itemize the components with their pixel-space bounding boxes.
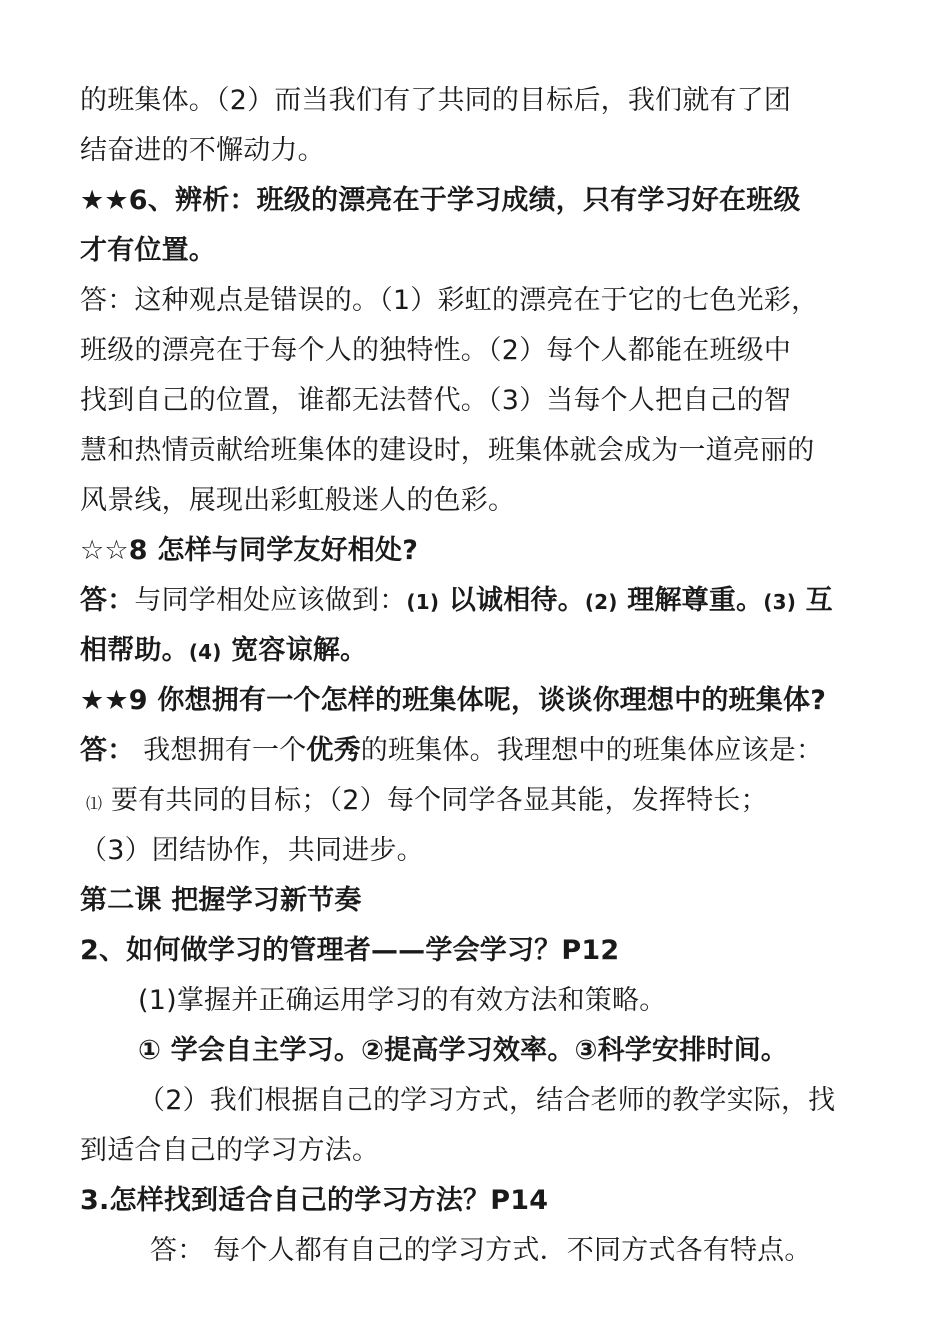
question-2-answer: ① 学会自主学习。②提高学习效率。③科学安排时间。 xyxy=(138,1035,788,1066)
question-6-answer: 找到自己的位置，谁都无法替代。（3）当每个人把自己的智 xyxy=(80,385,792,416)
lesson-heading: 第二课 把握学习新节奏 xyxy=(80,885,362,916)
answer-point: 以诚相待。 xyxy=(439,585,585,616)
answer-text: 与同学相处应该做到： xyxy=(134,585,407,616)
answer-text: 要有共同的目标；（2）每个同学各显其能，发挥特长； xyxy=(102,785,768,816)
answer-point: 理解尊重。 xyxy=(617,585,764,616)
question-6-answer: 班级的漂亮在于每个人的独特性。（2）每个人都能在班级中 xyxy=(80,335,792,366)
answer-point: 宽容谅解。 xyxy=(221,635,368,666)
question-6-answer: 答：这种观点是错误的。（1）彩虹的漂亮在于它的七色光彩， xyxy=(80,285,819,316)
list-number: (4) xyxy=(188,640,222,664)
list-number: ⑴ xyxy=(86,794,103,813)
paragraph-line: 的班集体。（2）而当我们有了共同的目标后，我们就有了团 xyxy=(80,85,792,116)
question-9-title: ★★9 你想拥有一个怎样的班集体呢，谈谈你理想中的班集体? xyxy=(80,685,827,716)
list-number: (2) xyxy=(584,590,618,614)
question-8-answer xyxy=(80,576,833,626)
question-2-answer: 到适合自己的学习方法。 xyxy=(80,1135,380,1166)
question-9-answer-cont xyxy=(86,776,768,826)
paragraph-line: 结奋进的不懈动力。 xyxy=(80,135,325,166)
question-8-answer-cont xyxy=(80,626,367,676)
list-number: (3) xyxy=(763,590,797,614)
answer-emphasis: 优秀 xyxy=(306,735,361,766)
question-6-answer: 风景线，展现出彩虹般迷人的色彩。 xyxy=(80,485,516,516)
answer-label: 答： xyxy=(80,735,135,766)
answer-text: 我想拥有一个 xyxy=(134,735,307,766)
question-6-answer: 慧和热情贡献给班集体的建设时，班集体就会成为一道亮丽的 xyxy=(80,435,815,466)
question-2-answer: (1)掌握并正确运用学习的有效方法和策略。 xyxy=(138,985,667,1016)
answer-point: 相帮助。 xyxy=(80,635,189,666)
question-9-answer-cont: （3）团结协作，共同进步。 xyxy=(80,835,424,866)
question-3-answer: 答： 每个人都有自己的学习方式．不同方式各有特点。 xyxy=(150,1235,812,1266)
question-3-title: 3.怎样找到适合自己的学习方法？P14 xyxy=(80,1185,549,1216)
question-2-answer: （2）我们根据自己的学习方式，结合老师的教学实际，找 xyxy=(138,1085,836,1116)
question-8-title: ☆☆8 怎样与同学友好相处? xyxy=(80,535,419,566)
question-9-answer xyxy=(80,726,823,776)
question-6-title: ★★6、辨析：班级的漂亮在于学习成绩，只有学习好在班级 xyxy=(80,185,801,216)
question-2-title: 2、如何做学习的管理者——学会学习？P12 xyxy=(80,935,620,966)
list-number: (1) xyxy=(406,590,440,614)
answer-text: 的班集体。我理想中的班集体应该是： xyxy=(360,735,824,766)
question-6-title-cont: 才有位置。 xyxy=(80,235,216,266)
answer-point: 互 xyxy=(796,585,833,616)
answer-label: 答： xyxy=(80,585,135,616)
